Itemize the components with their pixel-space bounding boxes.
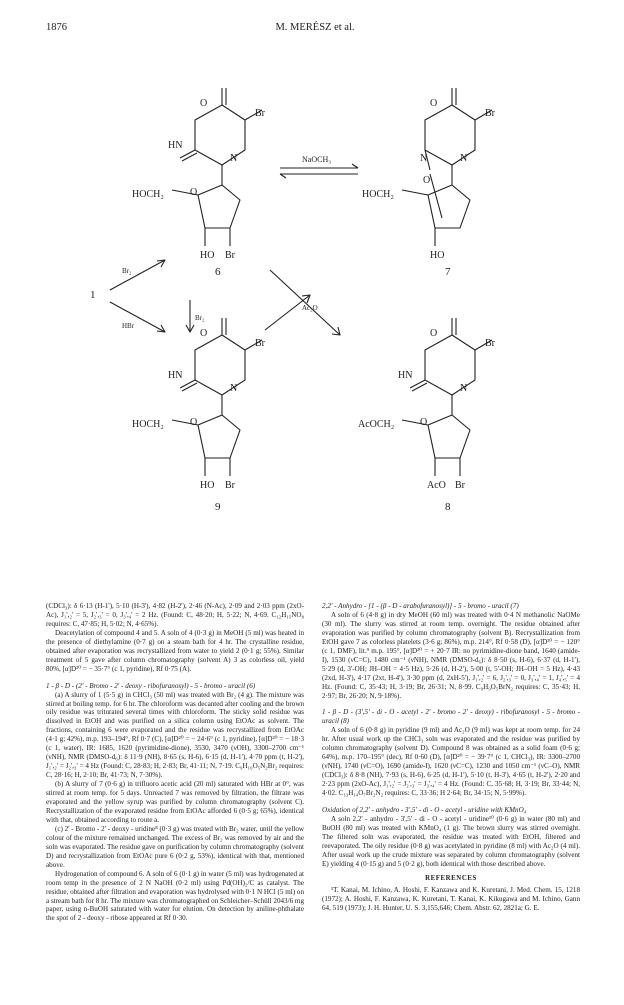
body-text [46,602,580,1002]
struct7-N1: N [420,153,428,164]
right-heading-compound-8: 1 - β - D - (3',5' - di - O - acetyl - 2' - bromo - 2' - deoxy) - ribofuranosyl - 5 - bromo - uracil (8) [322,708,580,726]
reagent-hbr: HBr [122,322,135,330]
struct7-Br: Br [485,108,495,119]
struct7-HO: HO [430,250,445,261]
compound-7-label: 7 [445,266,451,278]
reagent-br2-b: Br₂ [195,314,205,322]
reagent-br2-a: Br₂ [122,267,132,275]
struct7-O: O [423,175,431,186]
arrow-6-to-9 [186,300,194,332]
arrow-9-to-6 [265,295,310,330]
compound-9-label: 9 [215,501,221,513]
struct8-O-top: O [430,328,438,339]
struct9-O-top: O [200,328,208,339]
compound-8-label: 8 [445,501,451,513]
struct8-AcO: AcO [427,480,446,491]
struct6-O-top: O [200,98,208,109]
left-para-6: Hydrogenation of compound 6. A soln of 6 (0·1 g) in water (5 ml) was hydrogenated at room temp in the presence of 2 N NaOH (0·2 ml) using Pd(OH)₂/C as catalyst. The residue, obtained after filtration and evaporation was hydrolysed with 0·1 N HCl (5 ml) on a stream bath for 8 hr. The mixture was chromatographed on Schleicher–Schüll 2043/6 mg paper, using n-BuOH saturated with water for elution. On detection by aniline-phthalate the spot of 2 - deoxy - ribose appeared at Rf 0·30. [46,869,304,923]
reagent-ac2o: Ac₂O [302,304,318,312]
arrow-1-to-6 [110,260,165,290]
right-heading-compound-7: 2,2' - Anhydro - [1 - (β - D - arabofuranosyl)] - 5 - bromo - uracil (7) [322,602,519,610]
right-column [322,602,580,913]
struct6-HN: HN [168,140,183,151]
reaction-scheme-svg [40,70,600,590]
right-heading-oxidation: Oxidation of 2,2' - anhydro - 3',5' - di - O - acetyl - uridine with KMnO₄ [322,806,527,815]
left-para-0: (CDCl₃): δ 6·13 (H-1'), 5·10 (H-3'), 4·82 (H-2'), 2·46 (N-Ac), 2·09 and 2·03 ppm (2xO-Ac), J₁',₂' = 5, J₂',₃' = 0, J₃',₄' = 2 Hz. (Found: C, 48·20; H, 5·22; N, 4·69. C₁₂H₁₅NO₈ requires: C, 47·85; H, 5·02; N, 4·65%). [46,602,304,628]
left-heading-compound-6: 1 - β - D - (2' - Bromo - 2' - deoxy - ribofuranosyl) - 5 - bromo - uracil (6) [46,681,256,690]
struct7-HOCH2: HOCH₂ [362,189,394,200]
page-header [46,22,584,36]
arrow-6-to-8 [270,270,340,335]
left-para-1: Deacetylation of compound 4 and 5. A soln of 4 (0·3 g) in MeOH (5 ml) was heated in the presence of diethylamine (0·7 g) on a steam bath for 4 hr. The crystalline residue, obtained after evaporation was recrystallized from water to yield 2 (0·1 g; 55%). Similar treatment of 5 gave after column chromatography (solvent A) 3 as colorless oil, yield 80%, [α]D²⁰ = − 35·7° (c 1, pyridine), Rf 0·75 (A). [46,628,304,673]
struct9-Br: Br [255,338,265,349]
reaction-scheme [40,70,600,590]
struct8-Br2: Br [455,480,465,491]
right-para-5: A soln 2,2' - anhydro - 3',5' - di - O - acetyl - uridine¹⁰ (0·6 g) in water (80 ml) and BuOH (80 ml) was treated with KMnO₄ (1 g). The brown slurry was stirred overnight. The filtered soln was evaporated, the residue was treated with EtOH, filtered and reevaporated. The oily residue (0·8 g) was acetylated in pyridine (8 ml) with Ac₂O (4 ml). After usual work up the crude mixture was separated by column chromatography (solvent E) yielding 4 (0·15 g) and 5 (0·2 g), both identical with those described above. [322,814,580,868]
struct9-HO: HO [200,480,215,491]
struct9-HOCH2: HOCH₂ [132,419,164,430]
reference-1: ¹T. Kanai, M. Ichino, A. Hoshi, F. Kanzawa and K. Kuretani, J. Med. Chem. 15, 1218 (1972); A. Hoshi, F. Kanzawa, K. Kuretani, T. Kanai, K. Kikugawa and M. Ichino, Gann 64, 519 (1973); J. H. Hunter, U. S. 3,155,646; Chem. Abstr. 62, 2821a; G. E. [322,885,580,912]
structure-7 [402,88,492,246]
struct8-O: O [420,417,428,428]
struct7-N2: N [460,153,468,164]
struct8-N: N [460,383,468,394]
compound-1-label: 1 [90,289,96,301]
compound-6-label: 6 [215,266,221,278]
right-para-3: A soln of 6 (0·8 g) in pyridine (9 ml) and Ac₂O (9 ml) was kept at room temp. for 24 hr. After usual work up the CHCl₃ soln was evaporated and the residue was purified by column chromatography (solvent D). Compound 8 was obtained as a solid foam (0·6 g; 64%), m.p. 170–195° (dec), Rf 0·60 (D), [α]D²⁰ = − 39·7° (c 1, CHCl₃), IR: 3300–2700 (νNH), 1740 (νC=O), 1690 (amide-I), 1620 (νC=C), 1230 and 1050 cm⁻¹ (νC–O), NMR (CDCl₃): δ 8·8 (NH), 7·93 (s, H-6), 6·25 (d, H-1'), 5·10 (t, H-3'), 4·65 (t, H-2'), 2·20 and 2·23 ppm (2xO-Ac), J₁',₂' = J₂',₃' = J₃',₄' = 4 Hz. (Found: C, 35·68; H, 3·19; Br, 33·44; N, 4·02. C₁₃H₁₄O₇Br₂N₂ requires: C, 33·36; H 2·64; Br, 34·15; N, 5·99%). [322,726,580,798]
struct8-Br: Br [485,338,495,349]
struct8-HN: HN [398,370,413,381]
struct9-N: N [230,383,238,394]
struct7-O-top: O [430,98,438,109]
struct6-Br: Br [255,108,265,119]
structure-9 [172,318,262,476]
left-para-4: (b) A slurry of 7 (0·6 g) in trifluoro acetic acid (20 ml) saturated with HBr at 0°, was stirred at room temp. for 5 days. Unreacted 7 was removed by filtration, the filtrate was evaporated and the yellow syrup was purified by column chromatography (solvent C). Recrystallization of the evaporated residue from EtOAc afforded 6 (0·5 g; 65%), identical with that, obtained according to route a. [46,780,304,824]
left-para-3: (a) A slurry of 1 (5·5 g) in CHCl₃ (50 ml) was treated with Br₂ (4 g). The mixture was stirred at boiling temp. for 6 hr. The chloroform was decanted after cooling and the brown oily residue was triturated several times with chloroform. The sticky solid residue was dissolved in EtOH and was purified on a silica column using EtOAc as solvent. The fractions, containing 6 were evaporated and the residue was recrystallized from EtOAc (4·1 g; 42%), m.p. 193–194°, Rf 0·7 (C), [α]D²⁰ = − 24·6° (c 1, pyridine), [α]D²⁰ = − 18·3 (c 1, water), IR: 1685, 1620 (pyrimidine-dione), 3530, 3470 (νOH), 3300–2700 cm⁻¹ (νNH), NMR (DMSO-d₆): δ 11·9 (NH), 8·65 (s, H-6), 6·15 (d, H-1'), 4·70 ppm (t, H-2'), J₁',₂' = J₂',₃' = 4 Hz (Found: C, 28·83; H, 2·83; Br, 41·11; N, 7·19. C₉H₁₀O₅N₂Br₂ requires: C, 28·16; H, 2·10; Br, 41·73; N, 7·30%). [46,690,304,780]
running-authors: M. MERÉSZ et al. [275,22,355,33]
equilibrium-arrows-6-7 [280,164,358,178]
struct9-Br2: Br [225,480,235,491]
left-column [46,602,304,923]
struct9-O: O [190,417,198,428]
struct6-O: O [190,187,198,198]
struct8-AcOCH2: AcOCH₂ [358,419,395,430]
page-number: 1876 [46,22,67,33]
struct6-HOCH2: HOCH₂ [132,189,164,200]
arrow-1-to-9 [110,302,165,332]
left-para-5: (c) 2' - Bromo - 2' - deoxy - uridine⁸ (0·3 g) was treated with Br₂ water, until the yellow colour of the mixture remained unchanged. The excess of Br₂ was removed by air and the soln was evaporated. The residue gave on purification by column chromatography (solvent D) and recrystallization from EtOAc pure 6 (0·2 g, 53%), identical with that, mentioned above. [46,824,304,869]
structure-8 [402,318,492,476]
struct9-HN: HN [168,370,183,381]
reagent-naoch3: NaOCH₃ [302,155,332,164]
struct6-N: N [230,153,238,164]
struct6-HO: HO [200,250,215,261]
struct6-Br2: Br [225,250,235,261]
references-heading: REFERENCES [425,874,477,882]
right-para-1: A soln of 6 (4·8 g) in dry MeOH (60 ml) was treated with 0·4 N methanolic NaOMe (30 ml). The slurry was stirred at room temp. overnight. The residue obtained after evaporation was purified by column chromatography (solvent B). Recrystallization from EtOH gave 7 as colorless platelets (3·6 g; 86%), m.p. 214°, Rf 0·58 (D), [α]D²⁰ = − 120° (c 1, DMF), lit.⁹ m.p. 195°, [α]D²⁰ = + 20·7 IR: no pyrimidine-dione band, 1640 (amide-I), 1530 (νC=C), 1480 cm⁻¹ (νNH), NMR (DMSO-d₆): δ 8·50 (s, H-6), 6·37 (d, H-1'), 5·29 (d, 3'-OH; JH–OH = 4·5 Hz), 5·26 (d, H-2'), 5·00 (t, 5'-OH; JH–OH = 5 Hz), 4·43 (2xd, H-3'), 4·17 (2xt, H-4'), 3·30 ppm (d, 2xH-5'), J₁',₂' = 6, J₂',₃' = 0, J₃',₄' = 1, J₄',₅' = 4 Hz. (Found: C, 35·43; H, 3·19; Br, 26·31; N, 8·99. C₉H₉O₅BrN₂ requires: C, 35·43; H, 2·97; Br, 26·20; N, 9·18%). [322,610,580,700]
structure-6 [172,88,262,246]
